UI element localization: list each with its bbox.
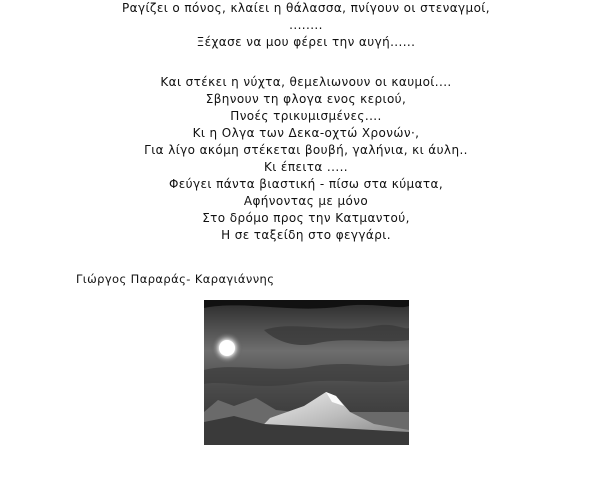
poem-line: Αφήνοντας με μόνο [243, 194, 369, 208]
poem-line: Σβηνουν τη φλογα ενος κεριού, [205, 92, 407, 106]
mountain-moon-image [204, 300, 409, 445]
poem-line: Η σε ταξείδη στο φεγγάρι. [221, 228, 391, 242]
poem-line: Στο δρόμο προς την Κατμαντού, [202, 211, 410, 225]
author-signature: Γιώργος Παραράς- Καραγιάννης [76, 272, 275, 286]
poem-line: Για λίγο ακόμη στέκεται βουβή, γαλήνια, κι άυλη.. [144, 143, 468, 157]
poem-line: ........ [289, 18, 323, 32]
poem-line: Φεύγει πάντα βιαστική - πίσω στα κύματα, [168, 177, 444, 191]
poem-line: Και στέκει η νύχτα, θεμελιωνουν οι καυμοί.... [160, 75, 452, 89]
poem-stanza-2 [0, 74, 612, 244]
poem-stanza-1 [0, 0, 612, 51]
poem-line: Πνοές τρικυμισμένες.... [230, 109, 382, 123]
moonlit-mountain-photo [204, 300, 409, 445]
poem-line: Κι η Ολγα των Δεκα-οχτώ Χρονών·, [192, 126, 420, 140]
poem-line: Ξέχασε να μου φέρει την αυγή...... [196, 35, 416, 49]
poem-line: Ραγίζει ο πόνος, κλαίει η θάλασσα, πνίγουν οι στεναγμοί, [122, 1, 490, 15]
poem-line: Κι έπειτα ..... [263, 160, 349, 174]
